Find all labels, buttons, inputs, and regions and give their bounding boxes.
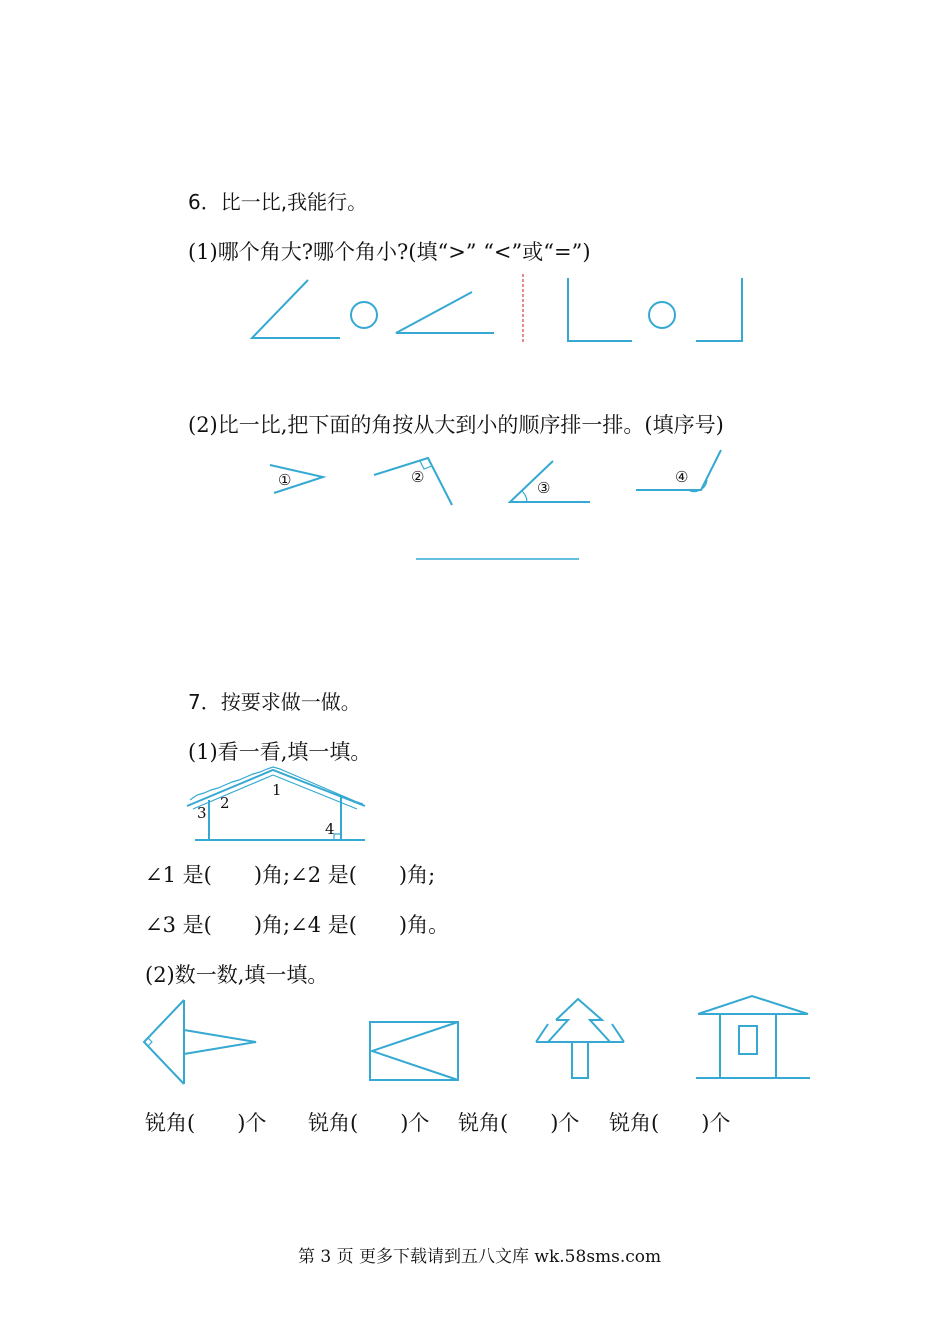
q6-part2-instruction: (2)比一比,把下面的角按从大到小的顺序排一排。(填序号)	[188, 413, 724, 437]
shape-house	[696, 996, 810, 1078]
angle-4-label: ④	[675, 468, 689, 486]
roof-label-1: 1	[272, 781, 282, 799]
shape-arrow	[144, 1000, 256, 1084]
q7-heading: 7．按要求做一做。	[188, 690, 361, 714]
shape-flag	[370, 1022, 458, 1080]
angle-1-label: ①	[278, 471, 292, 489]
compare-circle-left[interactable]	[351, 302, 377, 328]
q6-order-angles-figure	[260, 455, 740, 515]
q7-angle-line-2: ∠3 是( )角;∠4 是( )角。	[145, 913, 450, 937]
angle-3-arc	[522, 491, 527, 502]
angle-a	[252, 280, 340, 338]
q6-heading: 6．比一比,我能行。	[188, 190, 368, 214]
count-answer-arrow[interactable]: 锐角( )个	[145, 1111, 267, 1135]
right-angle-c	[568, 278, 632, 341]
angle-3-label: ③	[537, 479, 551, 497]
count-answer-house[interactable]: 锐角( )个	[609, 1111, 731, 1135]
angle-b	[396, 292, 494, 333]
q6-compare-angles-figure	[240, 270, 760, 355]
roof-label-4: 4	[325, 820, 335, 838]
count-answer-flag[interactable]: 锐角( )个	[308, 1111, 430, 1135]
right-angle-d	[696, 278, 742, 341]
q7-count-shapes-figure	[140, 992, 820, 1092]
house-roof-figure	[185, 760, 370, 850]
q7-part2-instruction: (2)数一数,填一填。	[145, 963, 329, 987]
q6-answer-line[interactable]	[415, 550, 581, 570]
roof-label-2: 2	[220, 794, 230, 812]
compare-circle-right[interactable]	[649, 302, 675, 328]
roof-label-3: 3	[197, 804, 207, 822]
angle-2-label: ②	[411, 468, 425, 486]
page-footer: 第 3 页 更多下载请到五八文库 wk.58sms.com	[298, 1247, 662, 1267]
shape-tree	[536, 999, 624, 1078]
q7-part1-instruction: (1)看一看,填一填。	[188, 740, 372, 764]
q7-angle-line-1: ∠1 是( )角;∠2 是( )角;	[145, 863, 436, 887]
q6-part1-instruction: (1)哪个角大?哪个角小?(填“>” “<”或“=”)	[188, 240, 591, 264]
count-answer-tree[interactable]: 锐角( )个	[458, 1111, 580, 1135]
roof-inner-edge-right	[273, 775, 357, 809]
